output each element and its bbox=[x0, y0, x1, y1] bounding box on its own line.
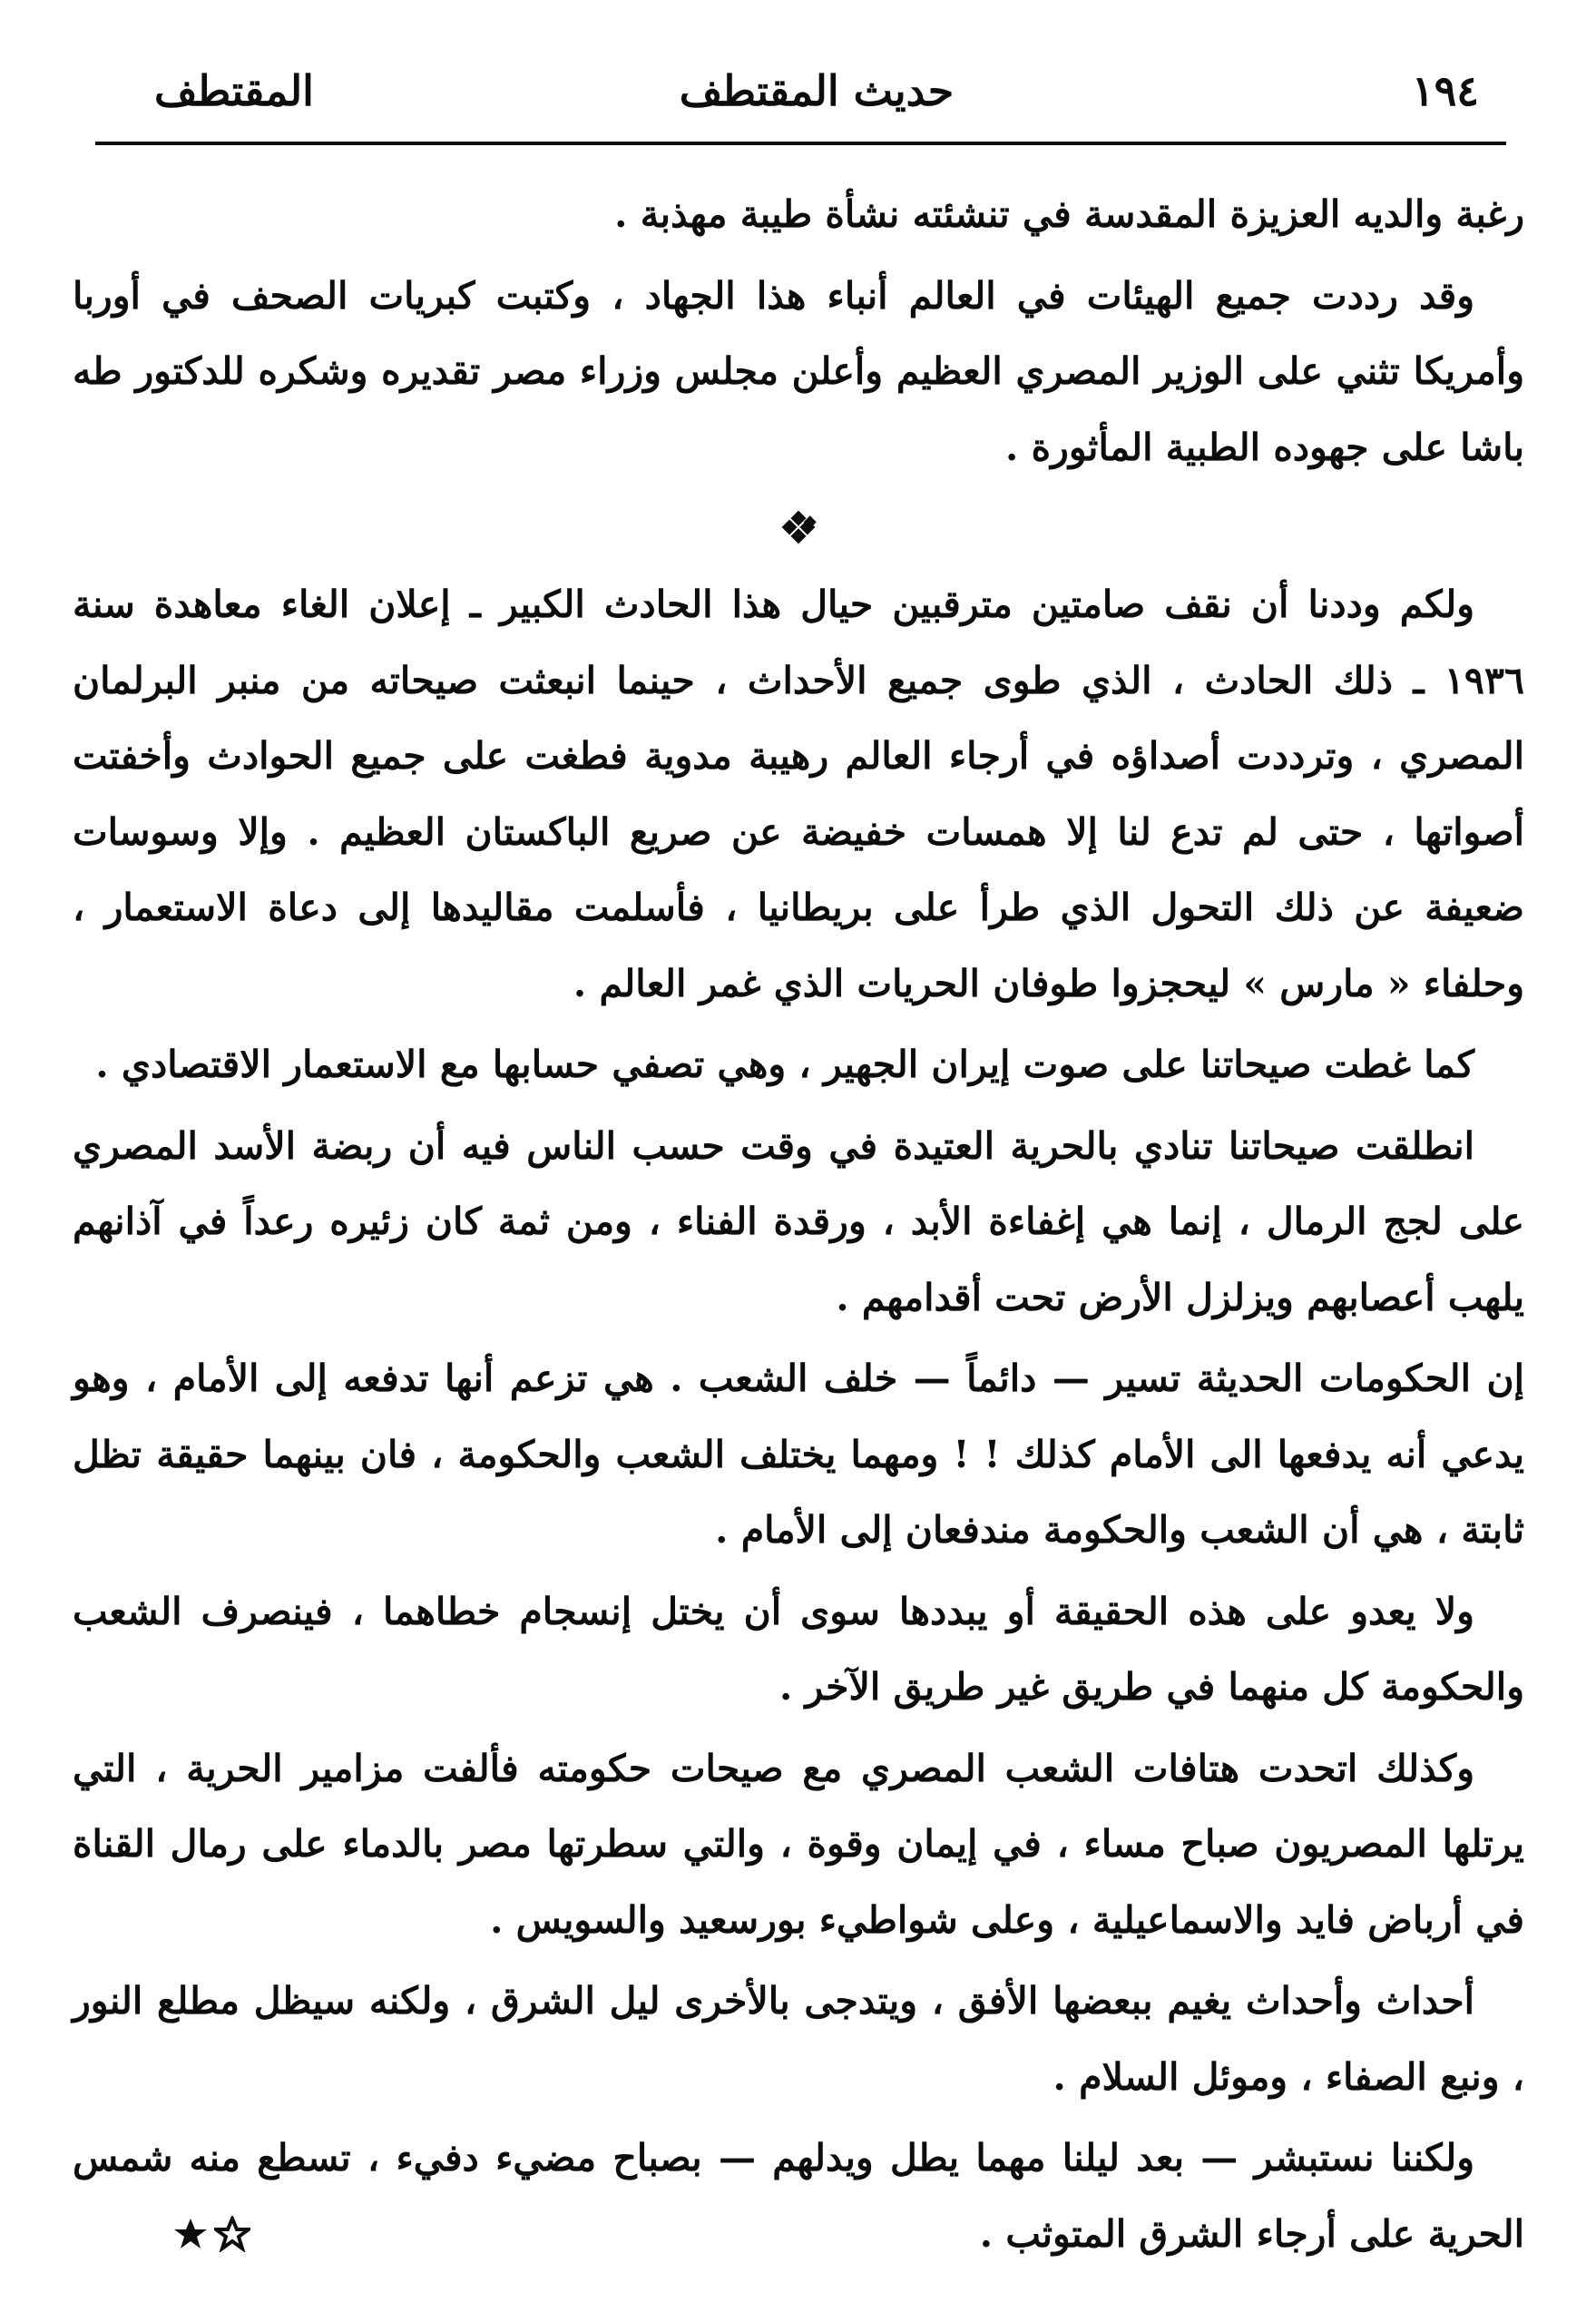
header-rule bbox=[95, 142, 1506, 145]
section-title: حديث المقتطف bbox=[679, 66, 955, 115]
paragraph-10: ولكننا نستبشر — بعد ليلنا مهما يطل ويدلهم — بصباح مضيء دفيء ، تسطع منه شمس الحرية على أرجاء الشرق المتوثب . bbox=[73, 2136, 1524, 2256]
paragraph-3: ولكم وددنا أن نقف صامتين مترقبين حيال هذا الحادث الكبير ـ إعلان الغاء معاهدة سنة ١٩٣٦ ـ ذلك الحادث ، الذي طوى جميع الأحداث ، حينما انبعثت صيحاته من منبر البرلمان المصري ، وترددت أصداؤه في أرجاء العالم رهيبة مدوية فطغت على جميع الحوادث وأخفتت أصواتها ، حتى لم تدع لنا إلا همسات خفيضة عن صريع الباكستان العظيم . وإلا وسوسات ضعيفة عن ذلك التحول الذي طرأ على بريطانيا ، فأسلمت مقاليدها إلى دعاة الاستعمار ، وحلفاء « مارس » ليحجزوا طوفان الحريات الذي غمر العالم . bbox=[73, 583, 1524, 1005]
closing-block bbox=[73, 2121, 1524, 2272]
paragraph-8: وكذلك اتحدت هتافات الشعب المصري مع صيحات حكومته فألفت مزامير الحرية ، التي يرتلها المصريون صباح مساء ، في إيمان وقوة ، والتي سطرتها مصر بالدماء على رمال القناة في أرباض فايد والاسماعيلية ، وعلى شواطيء بورسعيد والسويس . bbox=[73, 1746, 1524, 1942]
paragraph-2: وقد رددت جميع الهيئات في العالم أنباء هذا الجهاد ، وكتبت كبريات الصحف في أوربا وأمريكا تثني على الوزير المصري العظيم وأعلن مجلس وزراء مصر تقديره وشكره للدكتور طه باشا على جهوده الطبية المأثورة . bbox=[73, 273, 1524, 469]
paragraph-9: أحداث وأحداث يغيم ببعضها الأفق ، ويتدجى بالأخرى ليل الشرق ، ولكنه سيظل مطلع النور ، ونبع الصفاء ، وموئل السلام . bbox=[73, 1979, 1524, 2099]
paragraph-4: كما غطت صيحاتنا على صوت إيران الجهير ، وهي تصفي حسابها مع الاستعمار الاقتصادي . bbox=[95, 1043, 1474, 1086]
star-icon bbox=[172, 2216, 209, 2252]
journal-name: المقتطف bbox=[154, 66, 314, 115]
paragraph-6: إن الحكومات الحديثة تسير — دائماً — خلف الشعب . هي تزعم أنها تدفعه إلى الأمام ، وهو يدعي أنه يدفعها الى الأمام كذلك ! ! ومهما يختلف الشعب والحكومة ، فان بينهما حقيقة تظل ثابتة ، هي أن الشعب والحكومة مندفعان إلى الأمام . bbox=[73, 1357, 1524, 1552]
diamond-ornament-icon bbox=[778, 507, 818, 547]
page-number: ١٩٤ bbox=[1411, 66, 1479, 115]
star-icon bbox=[214, 2216, 250, 2252]
page-header bbox=[154, 54, 1479, 127]
article-body bbox=[73, 177, 1524, 2278]
paragraph-1: رغبة والديه العزيزة المقدسة في تنشئته نشأة طيبة مهذبة . bbox=[614, 192, 1524, 236]
paragraph-5: انطلقت صيحاتنا تنادي بالحرية العتيدة في وقت حسب الناس فيه أن ربضة الأسد المصري على لجج الرمال ، إنما هي إغفاءة الأبد ، ورقدة الفناء ، ومن ثمة كان زئيره رعداً في آذانهم يلهب أعصابهم ويزلزل الأرض تحت أقدامهم . bbox=[73, 1123, 1524, 1319]
end-mark bbox=[172, 2203, 250, 2265]
section-separator bbox=[73, 491, 1524, 563]
paragraph-7: ولا يعدو على هذه الحقيقة أو يبددها سوى أن يختل إنسجام خطاهما ، فينصرف الشعب والحكومة كل منهما في طريق غير طريق الآخر . bbox=[73, 1589, 1524, 1709]
